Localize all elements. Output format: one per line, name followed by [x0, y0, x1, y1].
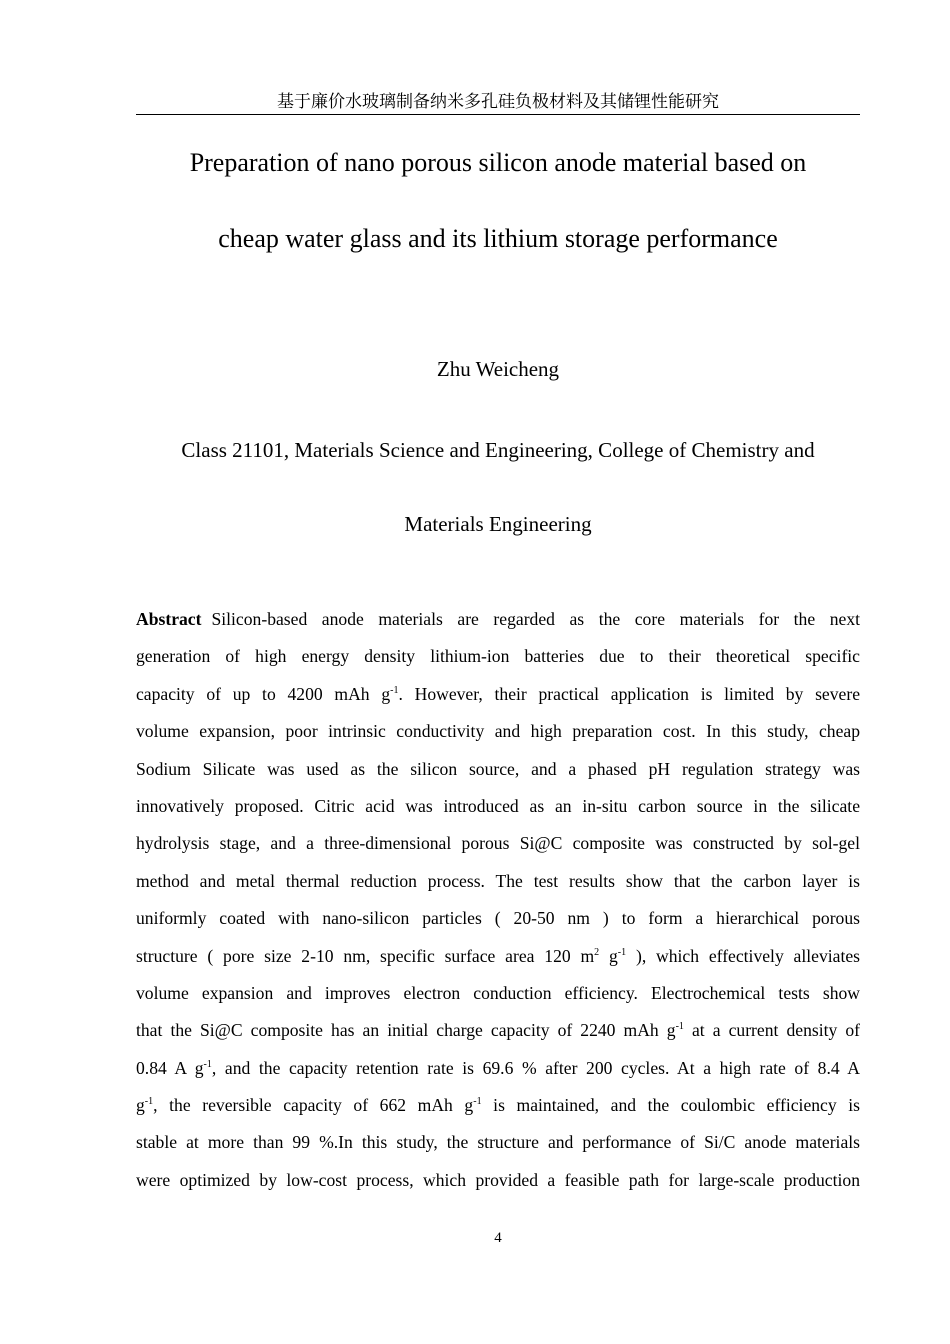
abstract-text: . However, their practical application is limited by severe [398, 683, 861, 704]
abstract-line [136, 863, 860, 900]
abstract-text: 0.84 A g [136, 1057, 204, 1078]
abstract-line [136, 751, 860, 788]
superscript: -1 [473, 1096, 482, 1108]
superscript: -1 [617, 946, 627, 958]
abstract-line [136, 900, 860, 937]
abstract-text: g [136, 1095, 145, 1116]
abstract-line [136, 638, 860, 675]
abstract-text: hydrolysis stage, and a three-dimensional porous Si@C composite was constructed by sol-gel [136, 833, 860, 854]
abstract-text: , and the capacity retention rate is 69.6 % after 200 cycles. At a high rate of 8.4 A [211, 1057, 860, 1078]
abstract-text: generation of high energy density lithium-ion batteries due to their theoretical specific [136, 646, 860, 667]
abstract-line [136, 601, 860, 638]
author-name: Zhu Weicheng [436, 357, 560, 381]
superscript: -1 [203, 1058, 212, 1070]
abstract-text: capacity of up to 4200 mAh g [136, 683, 391, 704]
abstract-text: Sodium Silicate was used as the silicon source, and a phased pH regulation strategy was [136, 758, 860, 779]
abstract-text: g [599, 945, 618, 966]
superscript: -1 [390, 684, 399, 696]
abstract-text: that the Si@C composite has an initial charge capacity of 2240 mAh g [136, 1020, 676, 1041]
abstract-text: ), which effectively alleviates [626, 945, 860, 966]
abstract-line [136, 1087, 860, 1124]
affiliation-line-2: Materials Engineering [404, 512, 592, 536]
superscript: 2 [594, 946, 600, 958]
abstract-text: were optimized by low-cost process, which provided a feasible path for large-scale production [136, 1169, 860, 1190]
abstract-text: Silicon-based anode materials are regarded as the core materials for the next [211, 609, 860, 629]
title-line-1: Preparation of nano porous silicon anode material based on [189, 148, 807, 177]
page-number: 4 [494, 1230, 502, 1246]
abstract-text: is maintained, and the coulombic efficiency is [481, 1095, 860, 1116]
abstract-line [136, 788, 860, 825]
abstract-text: volume expansion, poor intrinsic conductivity and high preparation cost. In this study, cheap [136, 721, 860, 742]
abstract-text: at a current density of [683, 1020, 861, 1041]
superscript: -1 [144, 1096, 154, 1108]
running-header: 基于廉价水玻璃制备纳米多孔硅负极材料及其储锂性能研究 [136, 88, 860, 115]
abstract-label: Abstract [136, 609, 202, 629]
superscript: -1 [675, 1021, 684, 1033]
abstract-line [136, 1012, 860, 1049]
thesis-title [136, 125, 860, 277]
abstract-line [136, 1050, 860, 1087]
abstract-paragraph [136, 601, 860, 1199]
abstract-text: structure ( pore size 2-10 nm, specific surface area 120 m [136, 945, 595, 966]
abstract-line [136, 1162, 860, 1199]
abstract-text: volume expansion and improves electron conduction efficiency. Electrochemical tests show [136, 982, 860, 1003]
affiliation-line-1: Class 21101, Materials Science and Engineering, College of Chemistry and [181, 438, 815, 462]
abstract-line [136, 975, 860, 1012]
abstract-text: innovatively proposed. Citric acid was introduced as an in-situ carbon source in the silicate [136, 795, 860, 816]
abstract-text: method and metal thermal reduction process. The test results show that the carbon layer is [136, 870, 860, 891]
abstract-text: , the reversible capacity of 662 mAh g [153, 1095, 474, 1116]
abstract-text: uniformly coated with nano-silicon particles ( 20-50 nm ) to form a hierarchical porous [136, 908, 860, 929]
affiliation [136, 413, 860, 561]
abstract-line [136, 676, 860, 713]
abstract-line [136, 825, 860, 862]
title-line-2: cheap water glass and its lithium storage performance [218, 224, 778, 253]
abstract-line [136, 938, 860, 975]
abstract-line [136, 1124, 860, 1161]
abstract-line [136, 713, 860, 750]
abstract-text: stable at more than 99 %.In this study, the structure and performance of Si/C anode materials [136, 1132, 860, 1153]
